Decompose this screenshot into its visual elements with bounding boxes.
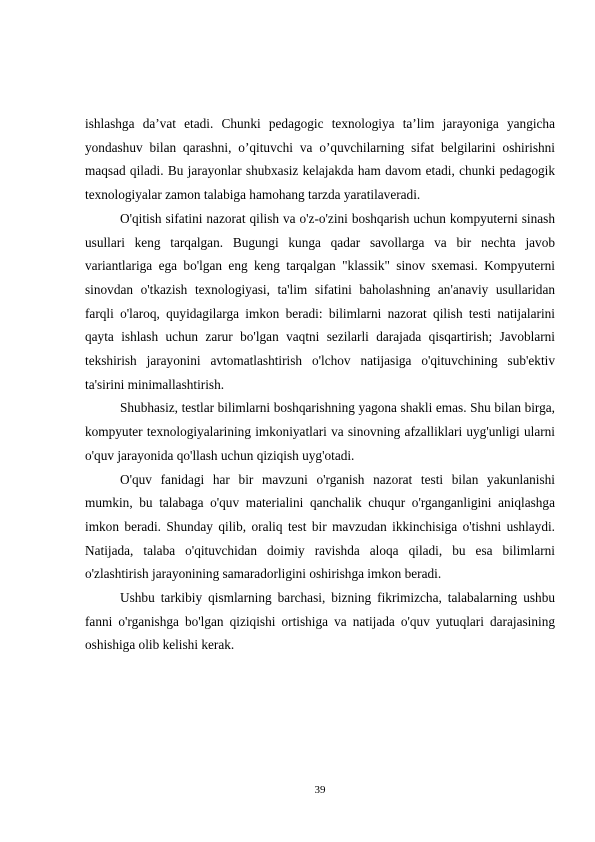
paragraph-5: Ushbu tarkibiy qismlarning barchasi, bizning fikrimizcha, talabalarning ushbu fanni o'rganishga bo'lgan qiziqishi ortishiga va natijada o'quv yutuqlari darajasining oshishiga olib kelishi kerak. bbox=[85, 590, 555, 653]
page-number: 39 bbox=[314, 784, 326, 796]
paragraph-2: O'qitish sifatini nazorat qilish va o'z-o'zini boshqarish uchun kompyuterni sinash usullari keng tarqalgan. Bugungi kunga qadar savollarga va bir nechta javob variantlariga ega bo'lgan eng keng tarqalgan "klassik" sinov sxemasi. Kompyuterni sinovdan o'tkazish texnologiyasi, ta'lim sifatini baholashning an'anaviy usullaridan farqli o'laroq, quyidagilarga imkon beradi: bilimlarni nazorat qilish testi natijalarini qayta ishlash uchun zarur bo'lgan vaqtni sezilarli darajada qisqartirish; Javoblarni tekshirish jarayonini avtomatlashtirish o'lchov natijasiga o'qituvchining sub'ektiv ta'sirini minimallashtirish. bbox=[85, 210, 555, 392]
page-body bbox=[85, 112, 555, 657]
paragraph-4: O'quv fanidagi har bir mavzuni o'rganish nazorat testi bilan yakunlanishi mumkin, bu talabaga o'quv materialini qanchalik chuqur o'rganganligini aniqlashga imkon beradi. Shunday qilib, oraliq test bir mavzudan ikkinchisiga o'tishni ushlaydi. Natijada, talaba o'qituvchidan doimiy ravishda aloqa qiladi, bu esa bilimlarni o'zlashtirish jarayonining samaradorligini oshirishga imkon beradi. bbox=[85, 471, 555, 582]
paragraph-1: ishlashga da’vat etadi. Chunki pedagogic texnologiya ta’lim jarayoniga yangicha yondashuv bilan qarashni, o’qituvchi va o’quvchilarning sifat belgilarini oshirishni maqsad qiladi. Bu jarayonlar shubxasiz kelajakda ham davom etadi, chunki pedagogik texnologiyalar zamon talabiga hamohang tarzda yaratilaveradi. bbox=[85, 116, 555, 203]
paragraph-3: Shubhasiz, testlar bilimlarni boshqarishning yagona shakli emas. Shu bilan birga, kompyuter texnologiyalarining imkoniyatlari va sinovning afzalliklari uyg'unligi ularni o'quv jarayonida qo'llash uchun qiziqish uyg'otadi. bbox=[85, 400, 555, 463]
